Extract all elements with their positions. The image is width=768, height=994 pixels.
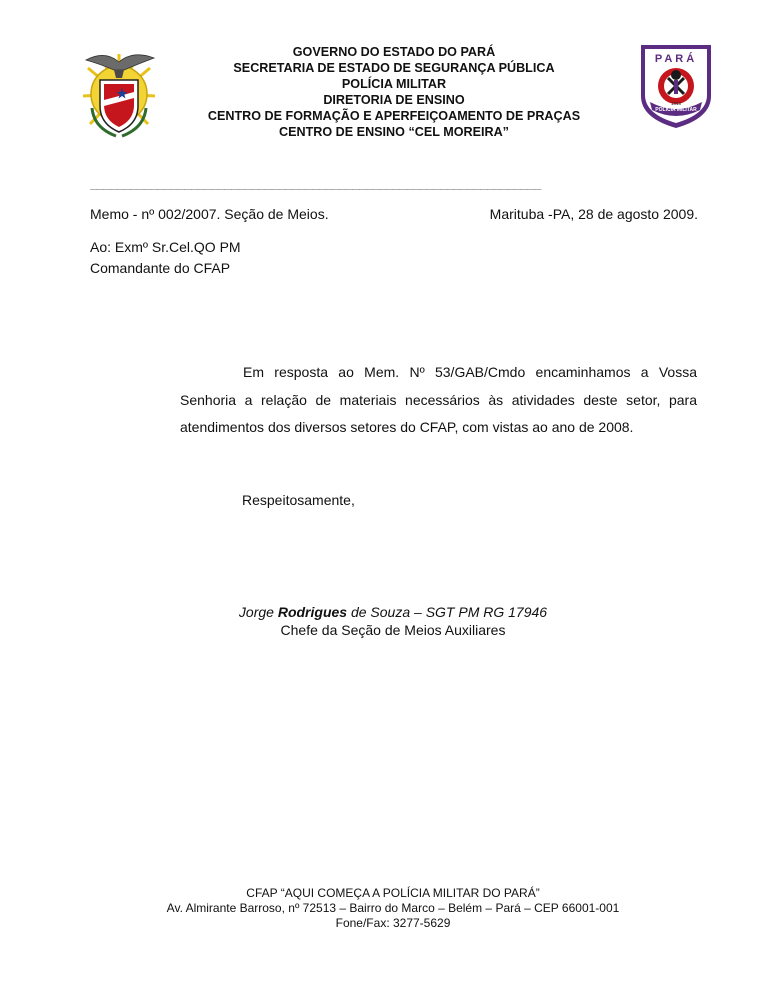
header-training-center: CENTRO DE FORMAÇÃO E APERFEIÇOAMENTO DE PRAÇAS xyxy=(207,109,581,123)
signatory-first-name: Jorge xyxy=(238,604,278,620)
signatory-surname-bold: Rodrigues xyxy=(277,604,348,620)
closing-salutation: Respeitosamente, xyxy=(242,492,355,508)
header-teaching-center: CENTRO DE ENSINO “CEL MOREIRA” xyxy=(279,125,509,139)
signatory-name xyxy=(190,603,596,621)
header-government: GOVERNO DO ESTADO DO PARÁ xyxy=(292,45,496,59)
body-paragraph: Em resposta ao Mem. Nº 53/GAB/Cmdo encaminhamos a Vossa Senhoria a relação de materiais necessários às atividades deste setor, para atendimentos dos diversos setores do CFAP, com vistas ao ano de 2008. xyxy=(180,364,697,435)
footer-motto: CFAP “AQUI COMEÇA A POLÍCIA MILITAR DO PARÁ” xyxy=(246,886,540,900)
svg-text:1818: 1818 xyxy=(670,101,682,106)
footer-address: Av. Almirante Barroso, nº 72513 – Bairro do Marco – Belém – Pará – CEP 66001-001 xyxy=(166,901,620,915)
signature-block xyxy=(190,603,596,639)
police-badge-icon xyxy=(638,42,714,130)
addressee-role: Comandante do CFAP xyxy=(90,260,231,276)
letterhead xyxy=(168,44,620,140)
state-coat-of-arms-icon xyxy=(80,48,158,140)
page-footer xyxy=(120,886,666,931)
header-directorate: DIRETORIA DE ENSINO xyxy=(323,93,465,107)
addressee-to: Ao: Exmº Sr.Cel.QO PM xyxy=(90,239,241,255)
svg-text:PARÁ: PARÁ xyxy=(654,53,698,65)
header-secretariat: SECRETARIA DE ESTADO DE SEGURANÇA PÚBLICA xyxy=(233,61,555,75)
memo-place-date: Marituba -PA, 28 de agosto 2009. xyxy=(489,206,698,222)
header-military-police: POLÍCIA MILITAR xyxy=(341,77,447,91)
signatory-title: Chefe da Seção de Meios Auxiliares xyxy=(280,622,506,638)
signatory-rank: de Souza – SGT PM RG 17946 xyxy=(347,604,548,620)
addressee-block xyxy=(90,237,241,279)
svg-text:POLÍCIA MILITAR: POLÍCIA MILITAR xyxy=(655,107,697,113)
footer-phone: Fone/Fax: 3277-5629 xyxy=(335,916,451,930)
memo-reference: Memo - nº 002/2007. Seção de Meios. xyxy=(90,206,329,222)
separator-rule: ___________________________________________________________________ xyxy=(90,178,541,190)
